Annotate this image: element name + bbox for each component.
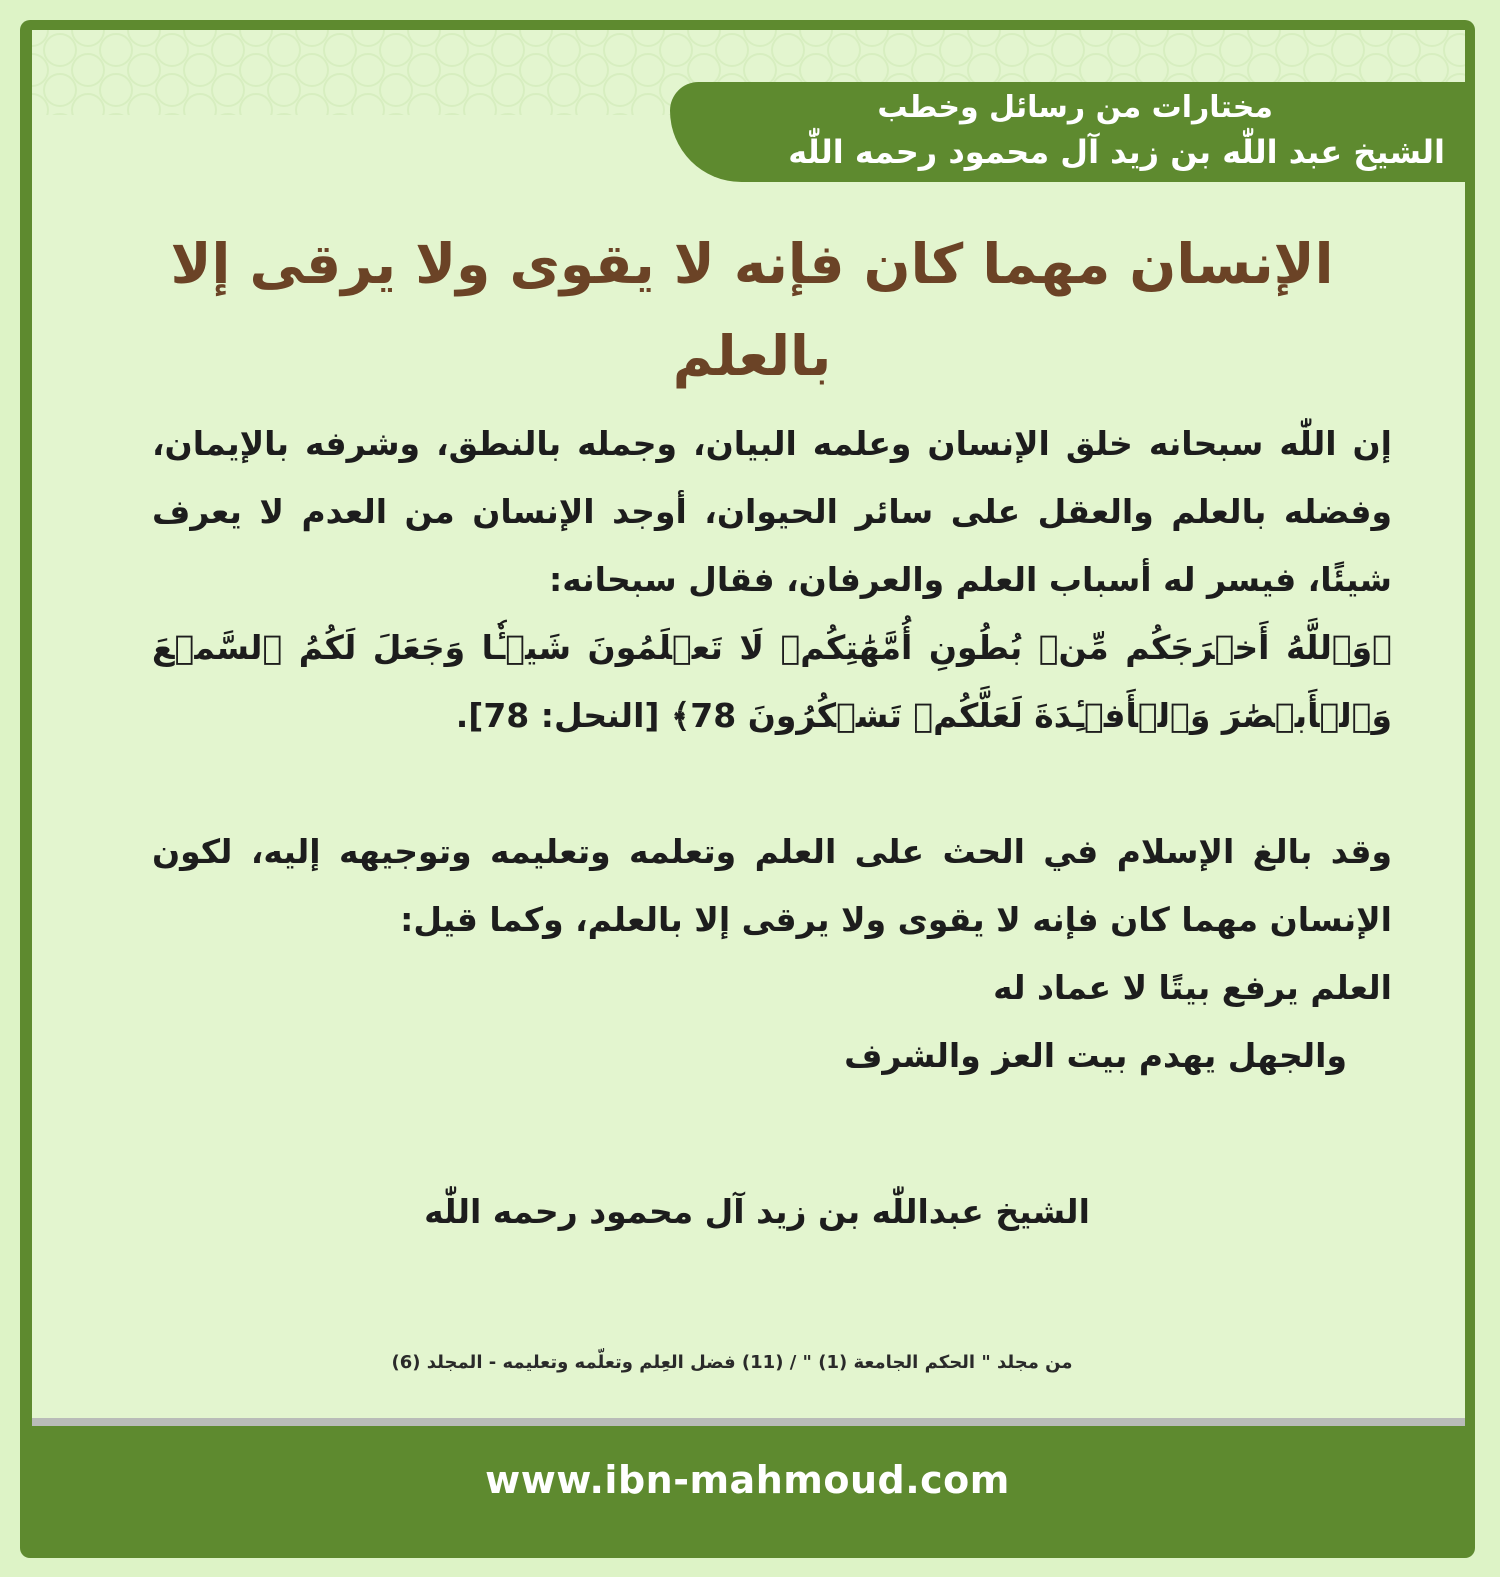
content-card <box>32 30 1465 1426</box>
spacer <box>152 750 1392 818</box>
poem-line-1: العلم يرفع بيتًا لا عماد له <box>993 968 1392 1007</box>
header-series-title: مختارات من رسائل وخطب <box>877 90 1273 125</box>
article-body <box>152 410 1392 1090</box>
article-title: الإنسان مهما كان فإنه لا يقوى ولا يرقى إلا بالعلم <box>170 232 1334 388</box>
quran-verse: ﴿وَٱللَّهُ أَخۡرَجَكُم مِّنۢ بُطُونِ أُمَّهَٰتِكُمۡ لَا تَعۡلَمُونَ شَيۡـٔٗا وَجَعَلَ لَكُمُ ٱلسَّمۡعَ وَٱلۡأَبۡصَٰرَ وَٱلۡأَفۡـِٔدَةَ لَعَلَّكُمۡ تَشۡكُرُونَ 78﴾ [النحل: 78]. <box>152 628 1392 735</box>
website-link[interactable]: www.ibn-mahmoud.com <box>485 1458 1010 1502</box>
header-author: الشيخ عبد اللّٰه بن زيد آل محمود رحمه اللّٰه <box>788 133 1445 171</box>
paragraph-intro: إن اللّٰه سبحانه خلق الإنسان وعلمه البيان، وجمله بالنطق، وشرفه بالإيمان، وفضله بالعلم والعقل على سائر الحيوان، أوجد الإنسان من العدم لا يعرف شيئًا، فيسر له أسباب العلم والعرفان، فقال سبحانه: <box>152 424 1392 599</box>
header-band <box>670 82 1465 182</box>
paragraph-second: وقد بالغ الإسلام في الحث على العلم وتعلمه وتعليمه وتوجيهه إليه، لكون الإنسان مهما كان فإنه لا يقوى ولا يرقى إلا بالعلم، وكما قيل: <box>152 832 1392 939</box>
author-signature: الشيخ عبداللّٰه بن زيد آل محمود رحمه اللّٰه <box>424 1192 1090 1231</box>
source-citation: من مجلد " الحكم الجامعة (1) " / (11) فضل العِلم وتعلّمه وتعليمه - المجلد (6) <box>391 1352 1073 1373</box>
poem-line-2: والجهل يهدم بيت العز والشرف <box>844 1036 1347 1075</box>
